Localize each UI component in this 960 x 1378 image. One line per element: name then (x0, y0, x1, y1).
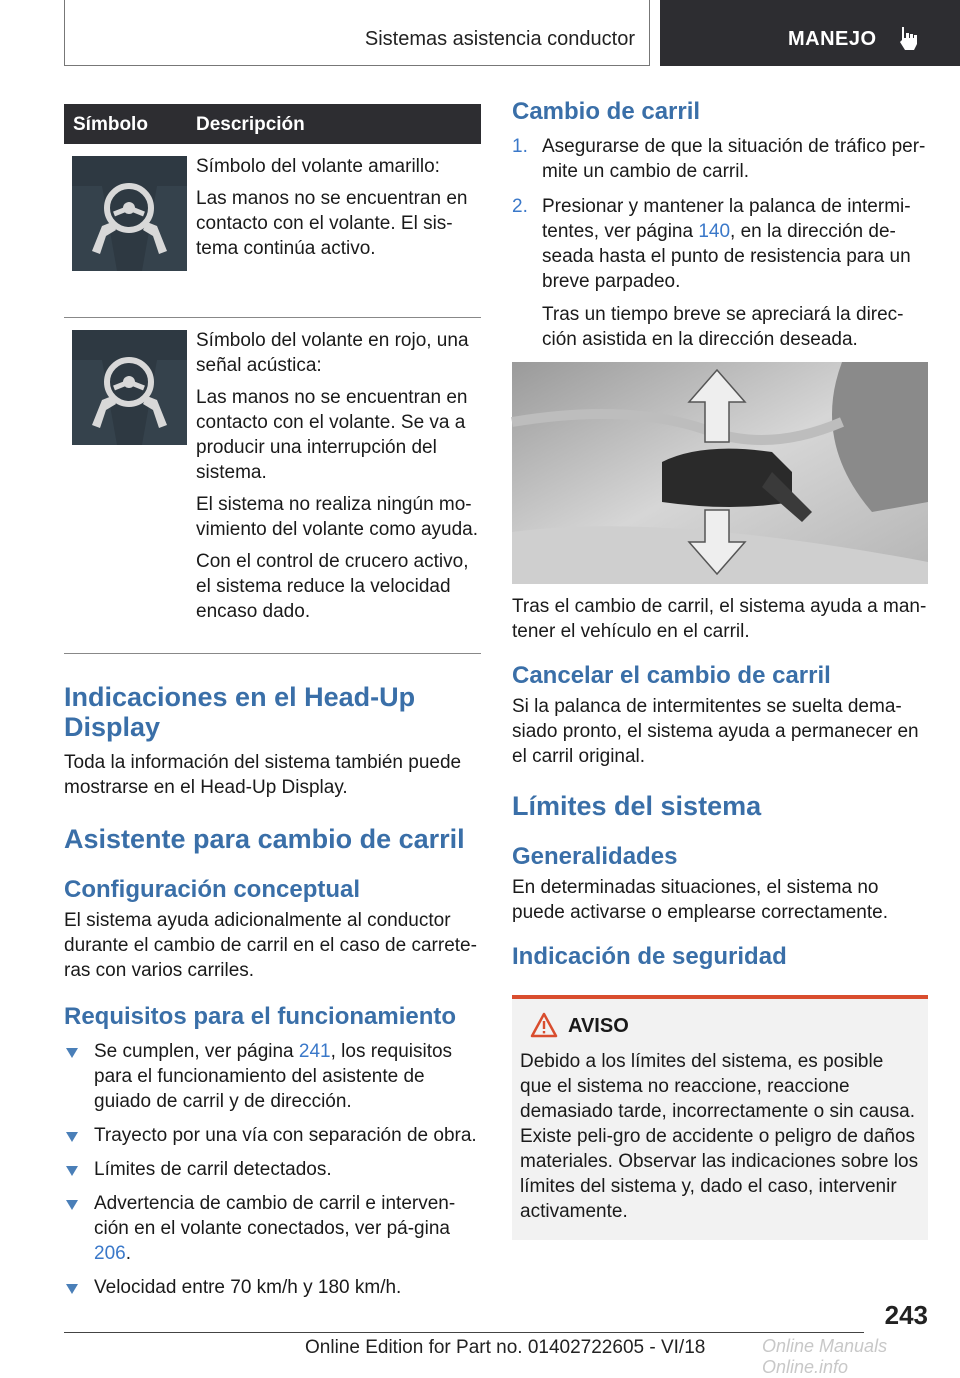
footer-divider (64, 1332, 864, 1333)
hud-heading: Indicaciones en el Head-Up Display (64, 682, 416, 742)
warning-title (520, 1015, 920, 1045)
list-item: Se cumplen, ver página 241, los requisitos para el funcionamiento del asistente de guiado de carril y de dirección. (64, 1039, 481, 1114)
step-number: 1. (512, 136, 528, 157)
page-header (0, 0, 960, 66)
after-change-text: Tras el cambio de carril, el sistema ayuda a man-tener el vehículo en el carril. (512, 596, 927, 642)
description-line: Con el control de crucero activo, el sistema reduce la velocidad encaso dado. (196, 551, 469, 622)
description-line: Símbolo del volante amarillo: (196, 156, 440, 177)
step-number: 2. (512, 196, 528, 217)
description-line: El sistema no realiza ningún mo-vimiento del volante como ayuda. (196, 494, 478, 540)
page-number: 243 (884, 1300, 928, 1330)
hud-text: Toda la información del sistema también puede mostrarse en el Head-Up Display. (64, 752, 462, 798)
lane-assist-heading: Asistente para cambio de carril (64, 824, 465, 854)
page-link[interactable]: 206 (94, 1243, 126, 1264)
lane-change-steps (512, 134, 928, 352)
header-section-title: Sistemas asistencia conductor (364, 28, 635, 50)
table-row (64, 144, 481, 318)
table-row (64, 318, 481, 654)
warning-box (512, 995, 928, 1240)
cancel-heading: Cancelar el cambio de carril (512, 662, 831, 689)
lane-change-heading: Cambio de carril (512, 98, 701, 125)
description-line: Las manos no se encuentran en contacto con el volante. El sis-tema continúa activo. (196, 188, 468, 259)
header-section-box (64, 0, 650, 66)
col-symbol-header: Símbolo (73, 114, 148, 135)
left-column (64, 104, 481, 1309)
description-line: Símbolo del volante en rojo, una señal acústica: (196, 330, 469, 376)
steering-wheel-hands-off-yellow-icon (72, 156, 187, 271)
bullet-triangle-icon (66, 1284, 78, 1294)
warning-triangle-icon (530, 1012, 558, 1038)
list-item: Advertencia de cambio de carril e interven-ción en el volante conectados, ver pá-gina 206. (64, 1191, 481, 1266)
row-description (196, 144, 481, 278)
concept-heading: Configuración conceptual (64, 876, 361, 903)
header-chapter-tab (660, 0, 960, 66)
concept-text: El sistema ayuda adicionalmente al conductor durante el cambio de carril en el caso de carrete-ras con varios carriles. (64, 910, 477, 981)
list-item: 2. Presionar y mantener la palanca de intermi-tentes, ver página 140, en la dirección de-seada hasta el punto de resistencia para un breve parpadeo. Tras un tiempo breve se apreciará la direc-ción asistida en la dirección deseada. (512, 194, 928, 352)
right-column (512, 98, 928, 1240)
hand-pointer-icon (896, 22, 926, 52)
symbol-table-header (64, 104, 481, 144)
safety-heading: Indicación de seguridad (512, 943, 787, 970)
list-item: Trayecto por una vía con separación de obra. (64, 1123, 481, 1148)
col-description-header: Descripción (196, 114, 305, 135)
footer-edition: Online Edition for Part no. 01402722605 - VI/18 (305, 1337, 706, 1358)
step-note: Tras un tiempo breve se apreciará la direc-ción asistida en la dirección deseada. (542, 304, 904, 350)
header-chapter-label: MANEJO (788, 28, 877, 50)
page-link[interactable]: 140 (698, 221, 731, 242)
warning-text: Debido a los límites del sistema, es posible que el sistema no reaccione, reaccione demasiado tarde, incorrectamente o sin causa. Existe peli-gro de accidente o peligro de daños materiales. Observar las indicaciones sobre los límites del sistema y, dado el caso, intervenir activamente. (520, 1051, 919, 1222)
cancel-text: Si la palanca de intermitentes se suelta dema-siado pronto, el sistema ayuda a permanecer en el carril original. (512, 696, 919, 767)
list-item: 1. Asegurarse de que la situación de tráfico per-mite un cambio de carril. (512, 136, 926, 182)
turn-signal-lever-photo (512, 362, 928, 584)
list-item: Límites de carril detectados. (64, 1157, 481, 1182)
bullet-triangle-icon (66, 1200, 78, 1210)
requirements-list (64, 1039, 481, 1300)
general-text: En determinadas situaciones, el sistema no puede activarse o emplearse correctamente. (512, 877, 888, 923)
bullet-triangle-icon (66, 1048, 78, 1058)
bullet-triangle-icon (66, 1166, 78, 1176)
warning-label: AVISO (568, 1015, 629, 1037)
list-item: Velocidad entre 70 km/h y 180 km/h. (64, 1275, 481, 1300)
steering-wheel-hands-off-red-icon (72, 330, 187, 445)
requirements-heading: Requisitos para el funcionamiento (64, 1003, 457, 1030)
description-line: Las manos no se encuentran en contacto con el volante. Se va a producir una interrupción del sistema. (196, 387, 468, 483)
footer-site-watermark: Online Manuals Online.info (762, 1336, 888, 1377)
bullet-triangle-icon (66, 1132, 78, 1142)
limits-heading: Límites del sistema (512, 791, 762, 821)
page-link[interactable]: 241 (298, 1041, 331, 1062)
row-description (196, 318, 481, 641)
general-heading: Generalidades (512, 843, 678, 870)
